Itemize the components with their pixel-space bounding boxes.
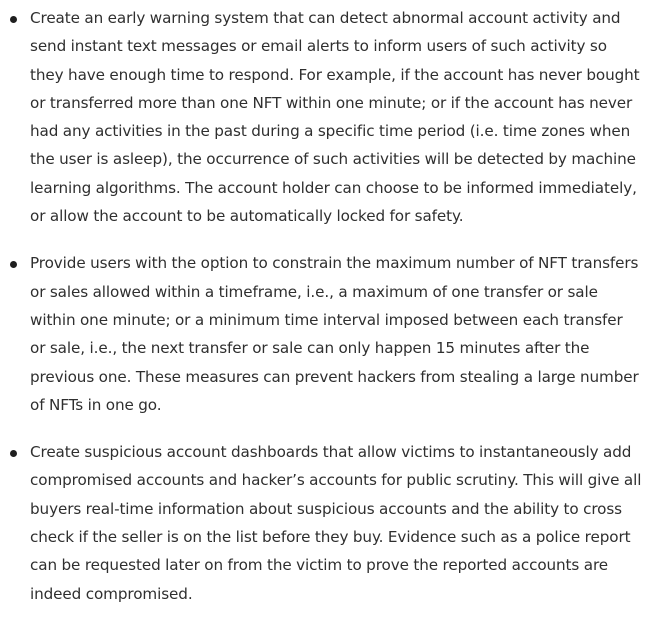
list-item-text: Create suspicious account dashboards that allow victims to instantaneously add compromised accounts and hacker’s accounts for public scrutiny. This will give all buyers real-time information about suspicious accounts and the ability to cross check if the seller is on the list before they buy. Evidence such as a police report can be requested later on from the victim to prove the reported accounts are indeed compromised.: [30, 443, 642, 603]
list-item-text: Create an early warning system that can detect abnormal account activity and send instant text messages or email alerts to inform users of such activity so they have enough time to respond. For example, if the account has never bought or transferred more than one NFT within one minute; or if the account has never had any activities in the past during a specific time period (i.e. time zones when the user is asleep), the occurrence of such activities will be detected by machine learning algorithms. The account holder can choose to be informed immediately, or allow the account to be automatically locked for safety.: [30, 9, 640, 226]
list-item-text: Provide users with the option to constrain the maximum number of NFT transfers or sales allowed within a timeframe, i.e., a maximum of one transfer or sale within one minute; or a minimum time interval imposed between each transfer or sale, i.e., the next transfer or sale can only happen 15 minutes after the previous one. These measures can prevent hackers from stealing a large number of NFTs in one go.: [30, 254, 639, 414]
bullet-icon: [10, 450, 17, 457]
list-item-early-warning-system: [0, 4, 648, 230]
list-item-transfer-limits: [0, 249, 648, 419]
bullet-list: [0, 4, 648, 608]
document-body: [0, 4, 648, 627]
bullet-icon: [10, 261, 17, 268]
list-item-suspicious-account-dashboards: [0, 438, 648, 608]
bullet-icon: [10, 16, 17, 23]
